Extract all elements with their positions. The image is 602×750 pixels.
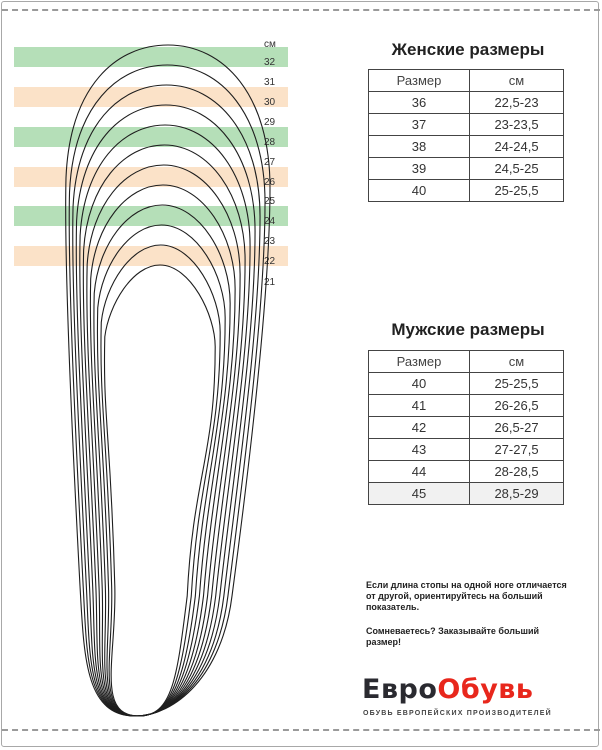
cell-cm: 25-25,5 <box>470 180 564 202</box>
cell-cm: 27-27,5 <box>470 439 564 461</box>
cell-size: 41 <box>369 395 470 417</box>
cell-size: 40 <box>369 373 470 395</box>
men-sizes-title: Мужские размеры <box>391 320 545 339</box>
men-sizes-table <box>368 350 564 505</box>
table-row <box>369 92 564 114</box>
scale-mark: 29 <box>264 117 276 128</box>
table-header-row <box>369 351 564 373</box>
cell-cm: 28,5-29 <box>470 483 564 505</box>
scale-unit-label: см <box>264 39 276 50</box>
cell-size: 44 <box>369 461 470 483</box>
cell-size: 40 <box>369 180 470 202</box>
cell-cm: 25-25,5 <box>470 373 564 395</box>
brand-logo <box>362 674 533 705</box>
table-row <box>369 136 564 158</box>
cell-cm: 28-28,5 <box>470 461 564 483</box>
cell-cm: 22,5-23 <box>470 92 564 114</box>
scale-mark: 32 <box>264 57 276 68</box>
scale-mark: 30 <box>264 97 276 108</box>
cell-size: 37 <box>369 114 470 136</box>
women-sizes-table <box>368 69 564 202</box>
cell-cm: 26,5-27 <box>470 417 564 439</box>
table-row <box>369 114 564 136</box>
table-row <box>369 395 564 417</box>
scale-mark: 24 <box>264 216 276 227</box>
scale-mark: 28 <box>264 137 276 148</box>
cell-size: 42 <box>369 417 470 439</box>
table-row <box>369 373 564 395</box>
header-cm: см <box>470 351 564 373</box>
cell-size: 45 <box>369 483 470 505</box>
note-order-bigger: Сомневаетесь? Заказывайте больший размер! <box>366 626 540 647</box>
cell-cm: 26-26,5 <box>470 395 564 417</box>
scale-mark: 21 <box>264 277 276 288</box>
scale-mark: 23 <box>264 236 276 247</box>
scale-mark: 25 <box>264 196 276 207</box>
scale-mark: 31 <box>264 77 276 88</box>
cell-size: 39 <box>369 158 470 180</box>
brand-tagline: ОБУВЬ ЕВРОПЕЙСКИХ ПРОИЗВОДИТЕЛЕЙ <box>363 710 552 717</box>
brand-part-shoes: Обувь <box>437 674 534 705</box>
header-size: Размер <box>369 351 470 373</box>
table-row <box>369 417 564 439</box>
cell-cm: 24,5-25 <box>470 158 564 180</box>
scale-mark: 26 <box>264 177 276 188</box>
insole-outlines <box>0 0 300 750</box>
table-row <box>369 461 564 483</box>
table-row <box>369 180 564 202</box>
cell-size: 43 <box>369 439 470 461</box>
cell-cm: 23-23,5 <box>470 114 564 136</box>
table-header-row <box>369 70 564 92</box>
header-cm: см <box>470 70 564 92</box>
cell-cm: 24-24,5 <box>470 136 564 158</box>
table-row <box>369 158 564 180</box>
women-sizes-title: Женские размеры <box>391 40 545 59</box>
cell-size: 36 <box>369 92 470 114</box>
brand-part-euro: Евро <box>362 674 438 705</box>
header-size: Размер <box>369 70 470 92</box>
cell-size: 38 <box>369 136 470 158</box>
note-foot-length: Если длина стопы на одной ноге отличается от другой, ориентируйтесь на больший показатель. <box>366 580 567 612</box>
scale-mark: 22 <box>264 256 276 267</box>
table-row <box>369 439 564 461</box>
scale-mark: 27 <box>264 157 276 168</box>
insole-outline-21 <box>104 265 215 716</box>
table-row <box>369 483 564 505</box>
